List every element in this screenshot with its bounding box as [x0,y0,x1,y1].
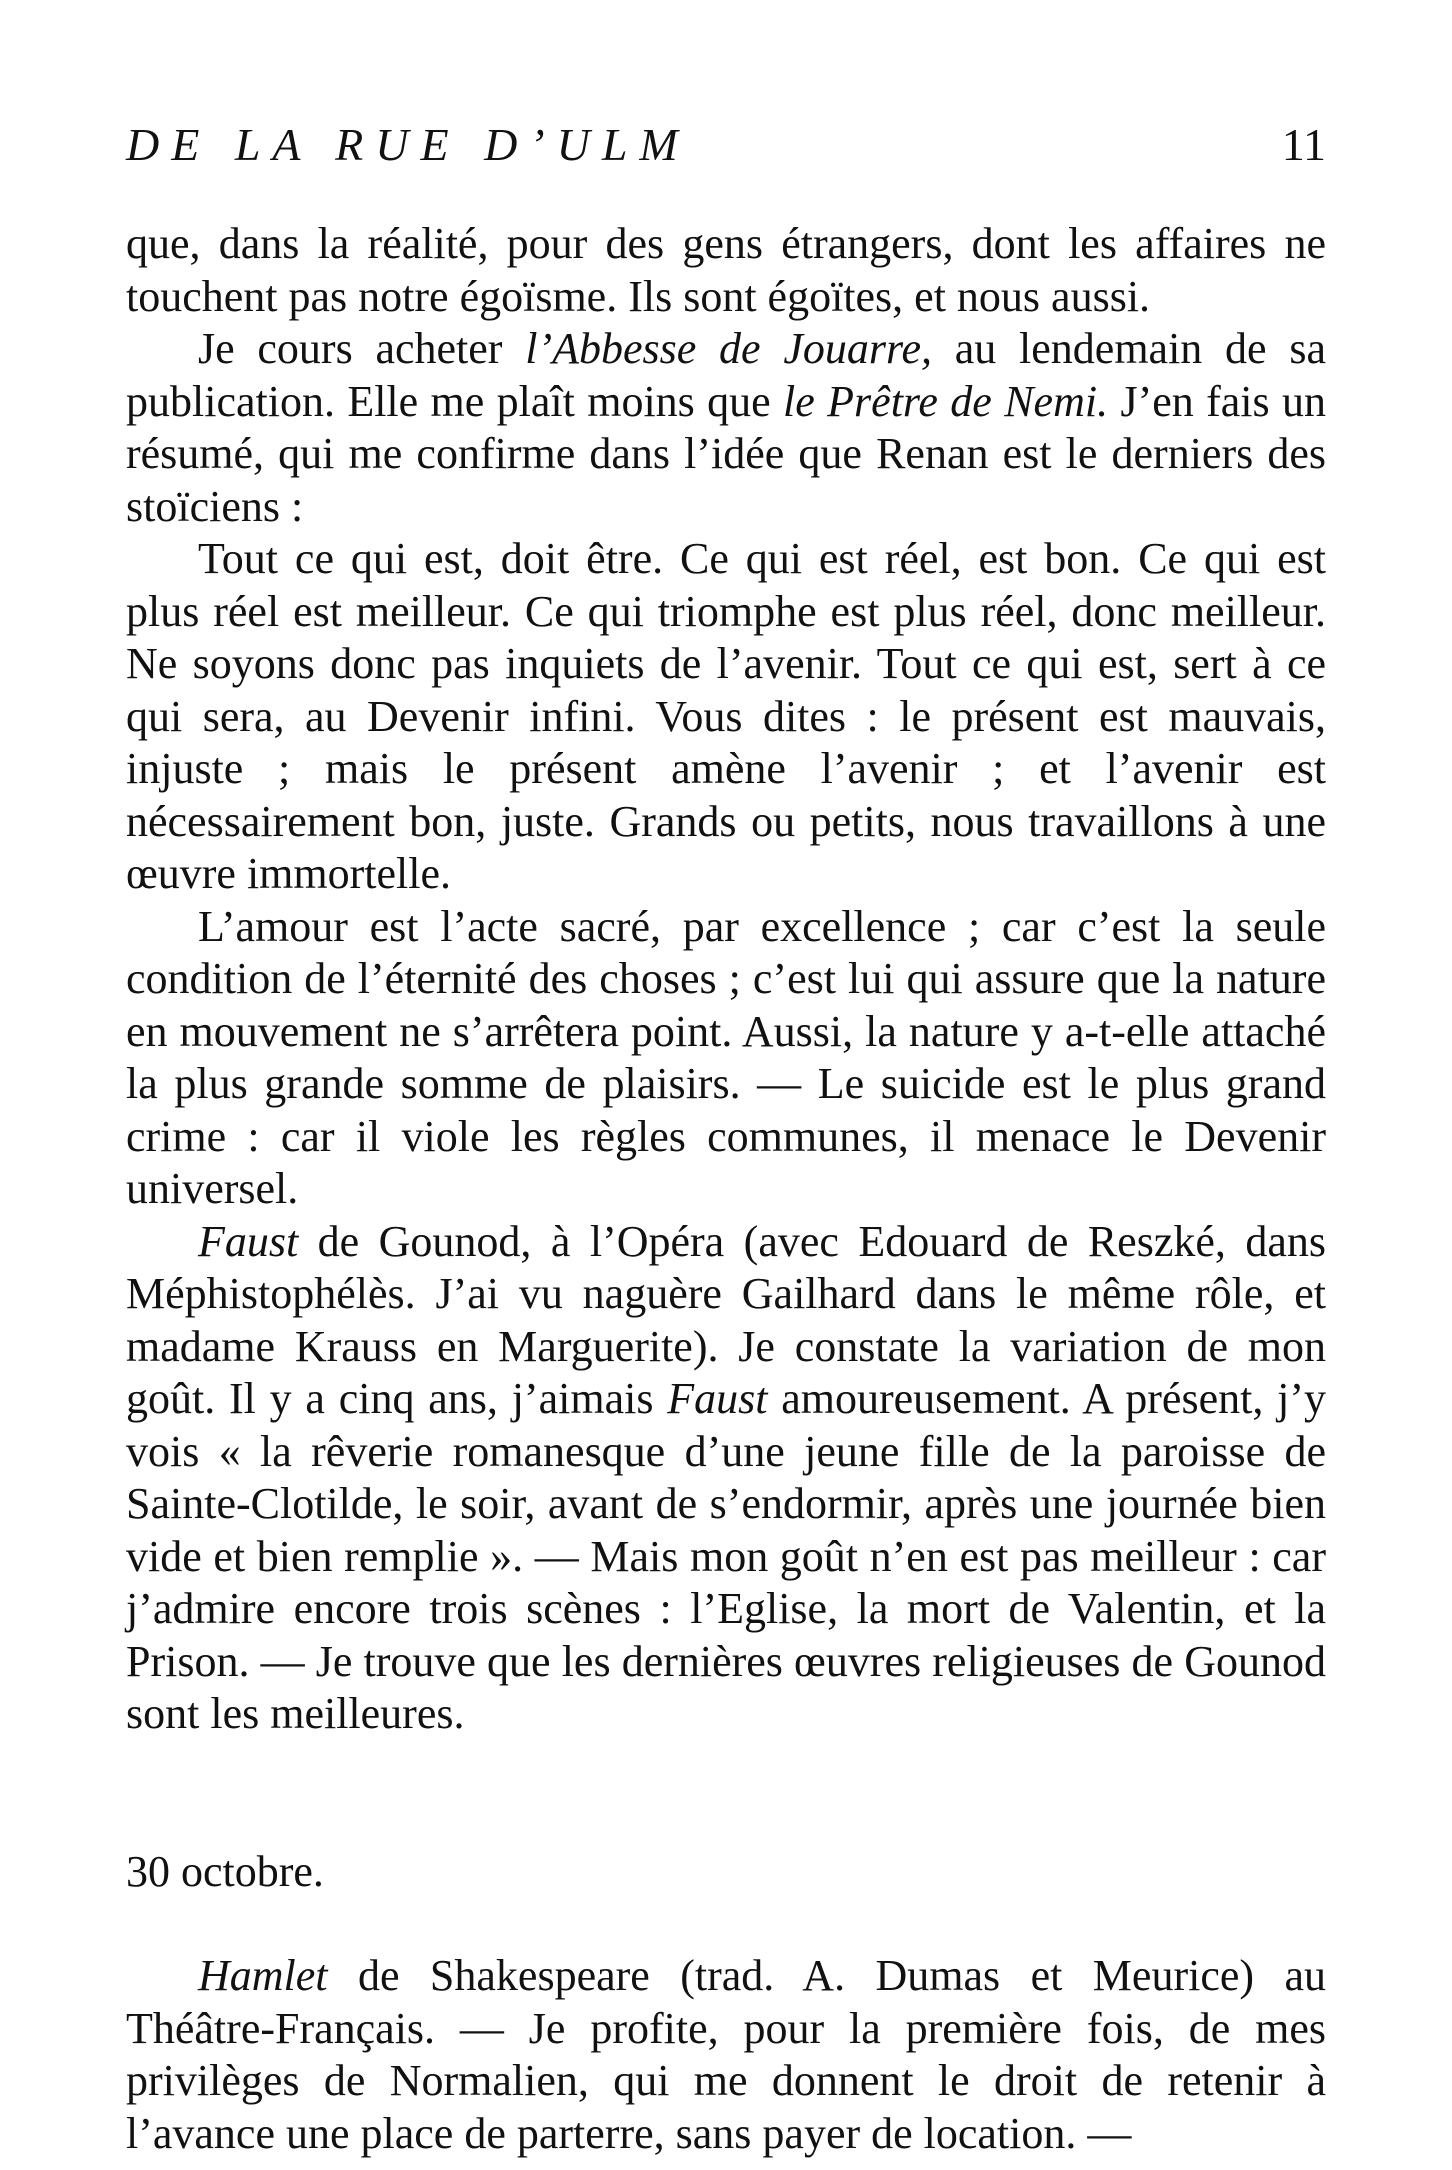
date-heading: 30 octobre. [126,1846,324,1896]
italic-title: Faust [667,1374,768,1423]
italic-title: Faust [198,1216,299,1266]
page-number: 11 [1281,119,1326,170]
section-gap [126,1741,1326,1846]
italic-title: le Prêtre de Nemi. [783,376,1109,426]
running-title: DE LA RUE D’ULM [126,119,690,170]
page-header [126,118,1326,178]
paragraph: Faust de Gounod, à l’Opéra (avec Edouard de Reszké, dans Méphistophélès. J’ai vu naguère Gailhard dans le même rôle, et madame Krauss en Marguerite). Je constate la variation de mon goût. Il y a cinq ans, j’aimais Faust amoureusement. A présent, j’y vois « la rêverie romanesque d’une jeune fille de la paroisse de Sainte-Clotilde, le soir, avant de s’endormir, après une journée bien vide et bien remplie ». — Mais mon goût n’en est pas meilleur : car j’admire encore trois scènes : l’Eglise, la mort de Valentin, et la Prison. — Je trouve que les dernières œuvres religieuses de Gounod sont les meilleures. [126,1216,1326,1738]
italic-title: l’Abbesse de Jouarre, [525,324,932,373]
paragraph: Je cours acheter l’Abbesse de Jouarre, au lendemain de sa publication. Elle me plaît moins que le Prêtre de Nemi. J’en fais un résumé, qui me confirme dans l’idée que Renan est le derniers des stoïciens : [126,324,1326,531]
paragraph: que, dans la réalité, pour des gens étrangers, dont les affaires ne touchent pas notre égoïsme. Ils sont égoïtes, et nous aussi. [126,219,1326,321]
paragraph: L’amour est l’acte sacré, par excellence ; car c’est la seule condition de l’éternité des choses ; c’est lui qui assure que la nature en mouvement ne s’arrêtera point. Aussi, la nature y a-t-elle attaché la plus grande somme de plaisirs. — Le suicide est le plus grand crime : car il viole les règles communes, il menace le Devenir universel. [126,901,1326,1213]
paragraph: Tout ce qui est, doit être. Ce qui est réel, est bon. Ce qui est plus réel est meilleur. Ce qui triomphe est plus réel, donc meilleur. Ne soyons donc pas inquiets de l’avenir. Tout ce qui est, sert à ce qui sera, au Devenir infini. Vous dites : le présent est mauvais, injuste ; mais le présent amène l’avenir ; et l’avenir est nécessairement bon, juste. Grands ou petits, nous travaillons à une œuvre immortelle. [126,534,1326,898]
italic-title: Hamlet [198,1951,328,2000]
date-gap [126,1898,1326,1950]
paragraph: Hamlet de Shakespeare (trad. A. Dumas et Meurice) au Théâtre-Français. — Je profite, pour la première fois, de mes privilèges de Normalien, qui me donnent le droit de retenir à l’avance une place de parterre, sans payer de location. — [126,1951,1326,2158]
body-text [126,218,1326,2160]
